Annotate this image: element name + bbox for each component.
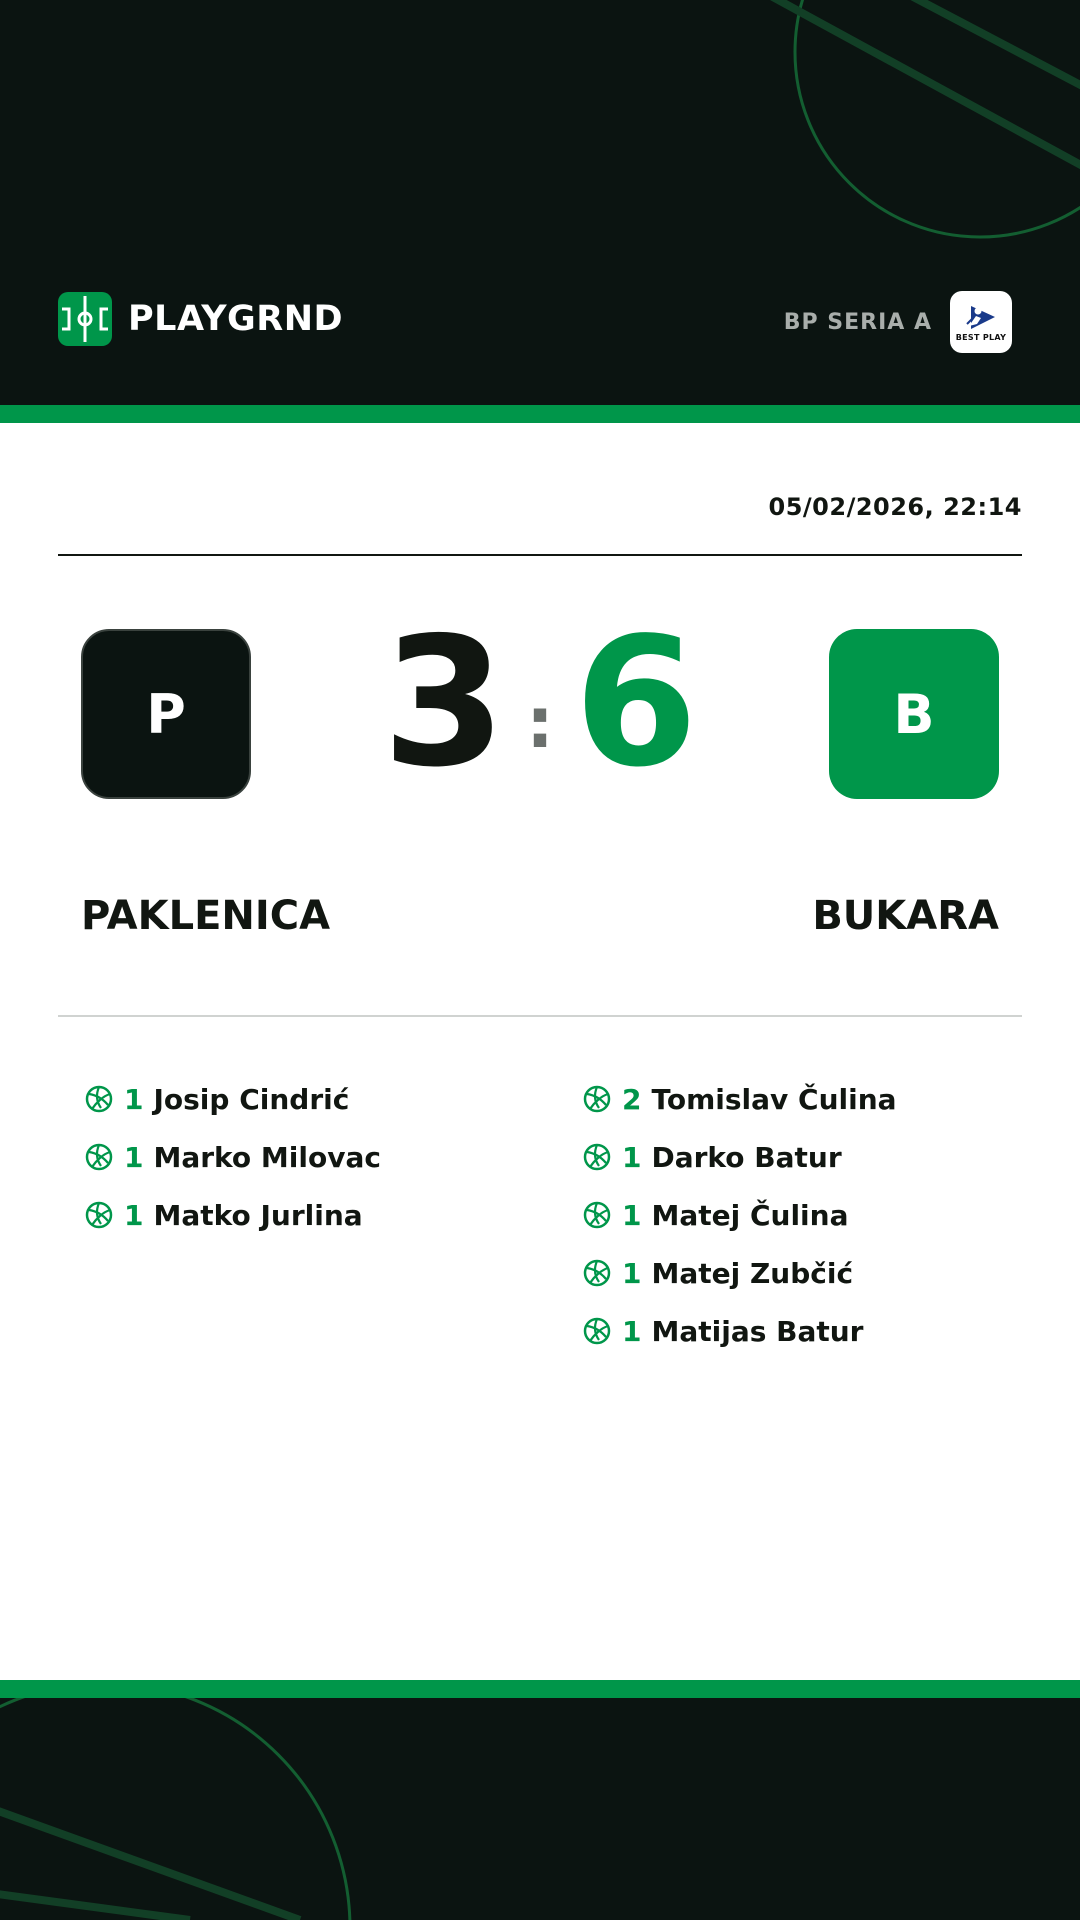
pitch-icon [58,292,112,346]
volleyball-icon [582,1258,612,1288]
away-scorers-list [582,1070,897,1360]
scorer-name: Darko Batur [651,1140,842,1174]
away-team-initial: B [893,682,935,746]
goal-count: 1 [622,1140,642,1174]
away-team-name: BUKARA [812,893,999,939]
header-banner [0,0,1080,405]
goal-count: 1 [622,1256,642,1290]
scorer-name: Matijas Batur [651,1314,864,1348]
scorer-row [84,1128,381,1186]
volleyball-icon [84,1200,114,1230]
scorer-name: Josip Cindrić [153,1082,350,1116]
home-team-crest [81,629,251,799]
volleyball-icon [84,1084,114,1114]
goal-count: 1 [622,1198,642,1232]
brand [58,291,343,347]
league-logo [950,291,1012,353]
score-separator: : [526,682,554,764]
best-play-logo-icon [961,302,1001,332]
scorer-name: Matej Zubčić [651,1256,854,1290]
goal-count: 1 [124,1082,144,1116]
home-scorers-list [84,1070,381,1244]
volleyball-icon [582,1142,612,1172]
scoreboard [382,599,698,806]
volleyball-icon [84,1142,114,1172]
scorer-row [84,1186,381,1244]
away-score: 6 [574,599,698,806]
scorer-row [582,1244,897,1302]
scorer-row [582,1186,897,1244]
scorer-row [582,1302,897,1360]
footer-banner [0,1698,1080,1920]
away-team-crest [829,629,999,799]
home-score: 3 [382,599,506,806]
scorer-name: Matko Jurlina [153,1198,363,1232]
league-name: BP SERIA A [783,309,932,335]
match-datetime: 05/02/2026, 22:14 [768,493,1022,521]
scorer-row [582,1070,897,1128]
home-team-name: PAKLENICA [81,893,331,939]
volleyball-icon [582,1084,612,1114]
volleyball-icon [582,1200,612,1230]
goal-count: 1 [622,1314,642,1348]
league-logo-text: BEST PLAY [955,333,1007,342]
scorer-row [84,1070,381,1128]
volleyball-icon [582,1316,612,1346]
goal-count: 1 [124,1140,144,1174]
top-accent-stripe [0,405,1080,423]
match-card [0,423,1080,1680]
goal-count: 2 [622,1082,642,1116]
scorer-name: Matej Čulina [651,1198,849,1232]
scorer-row [582,1128,897,1186]
decorative-pitch-lines [0,1698,1080,1920]
divider [58,554,1022,556]
scorer-name: Marko Milovac [153,1140,381,1174]
league [784,291,1012,353]
bottom-accent-stripe [0,1680,1080,1698]
scorer-name: Tomislav Čulina [651,1082,897,1116]
divider [58,1015,1022,1017]
brand-name: PLAYGRND [128,299,344,339]
goal-count: 1 [124,1198,144,1232]
home-team-initial: P [146,682,186,746]
